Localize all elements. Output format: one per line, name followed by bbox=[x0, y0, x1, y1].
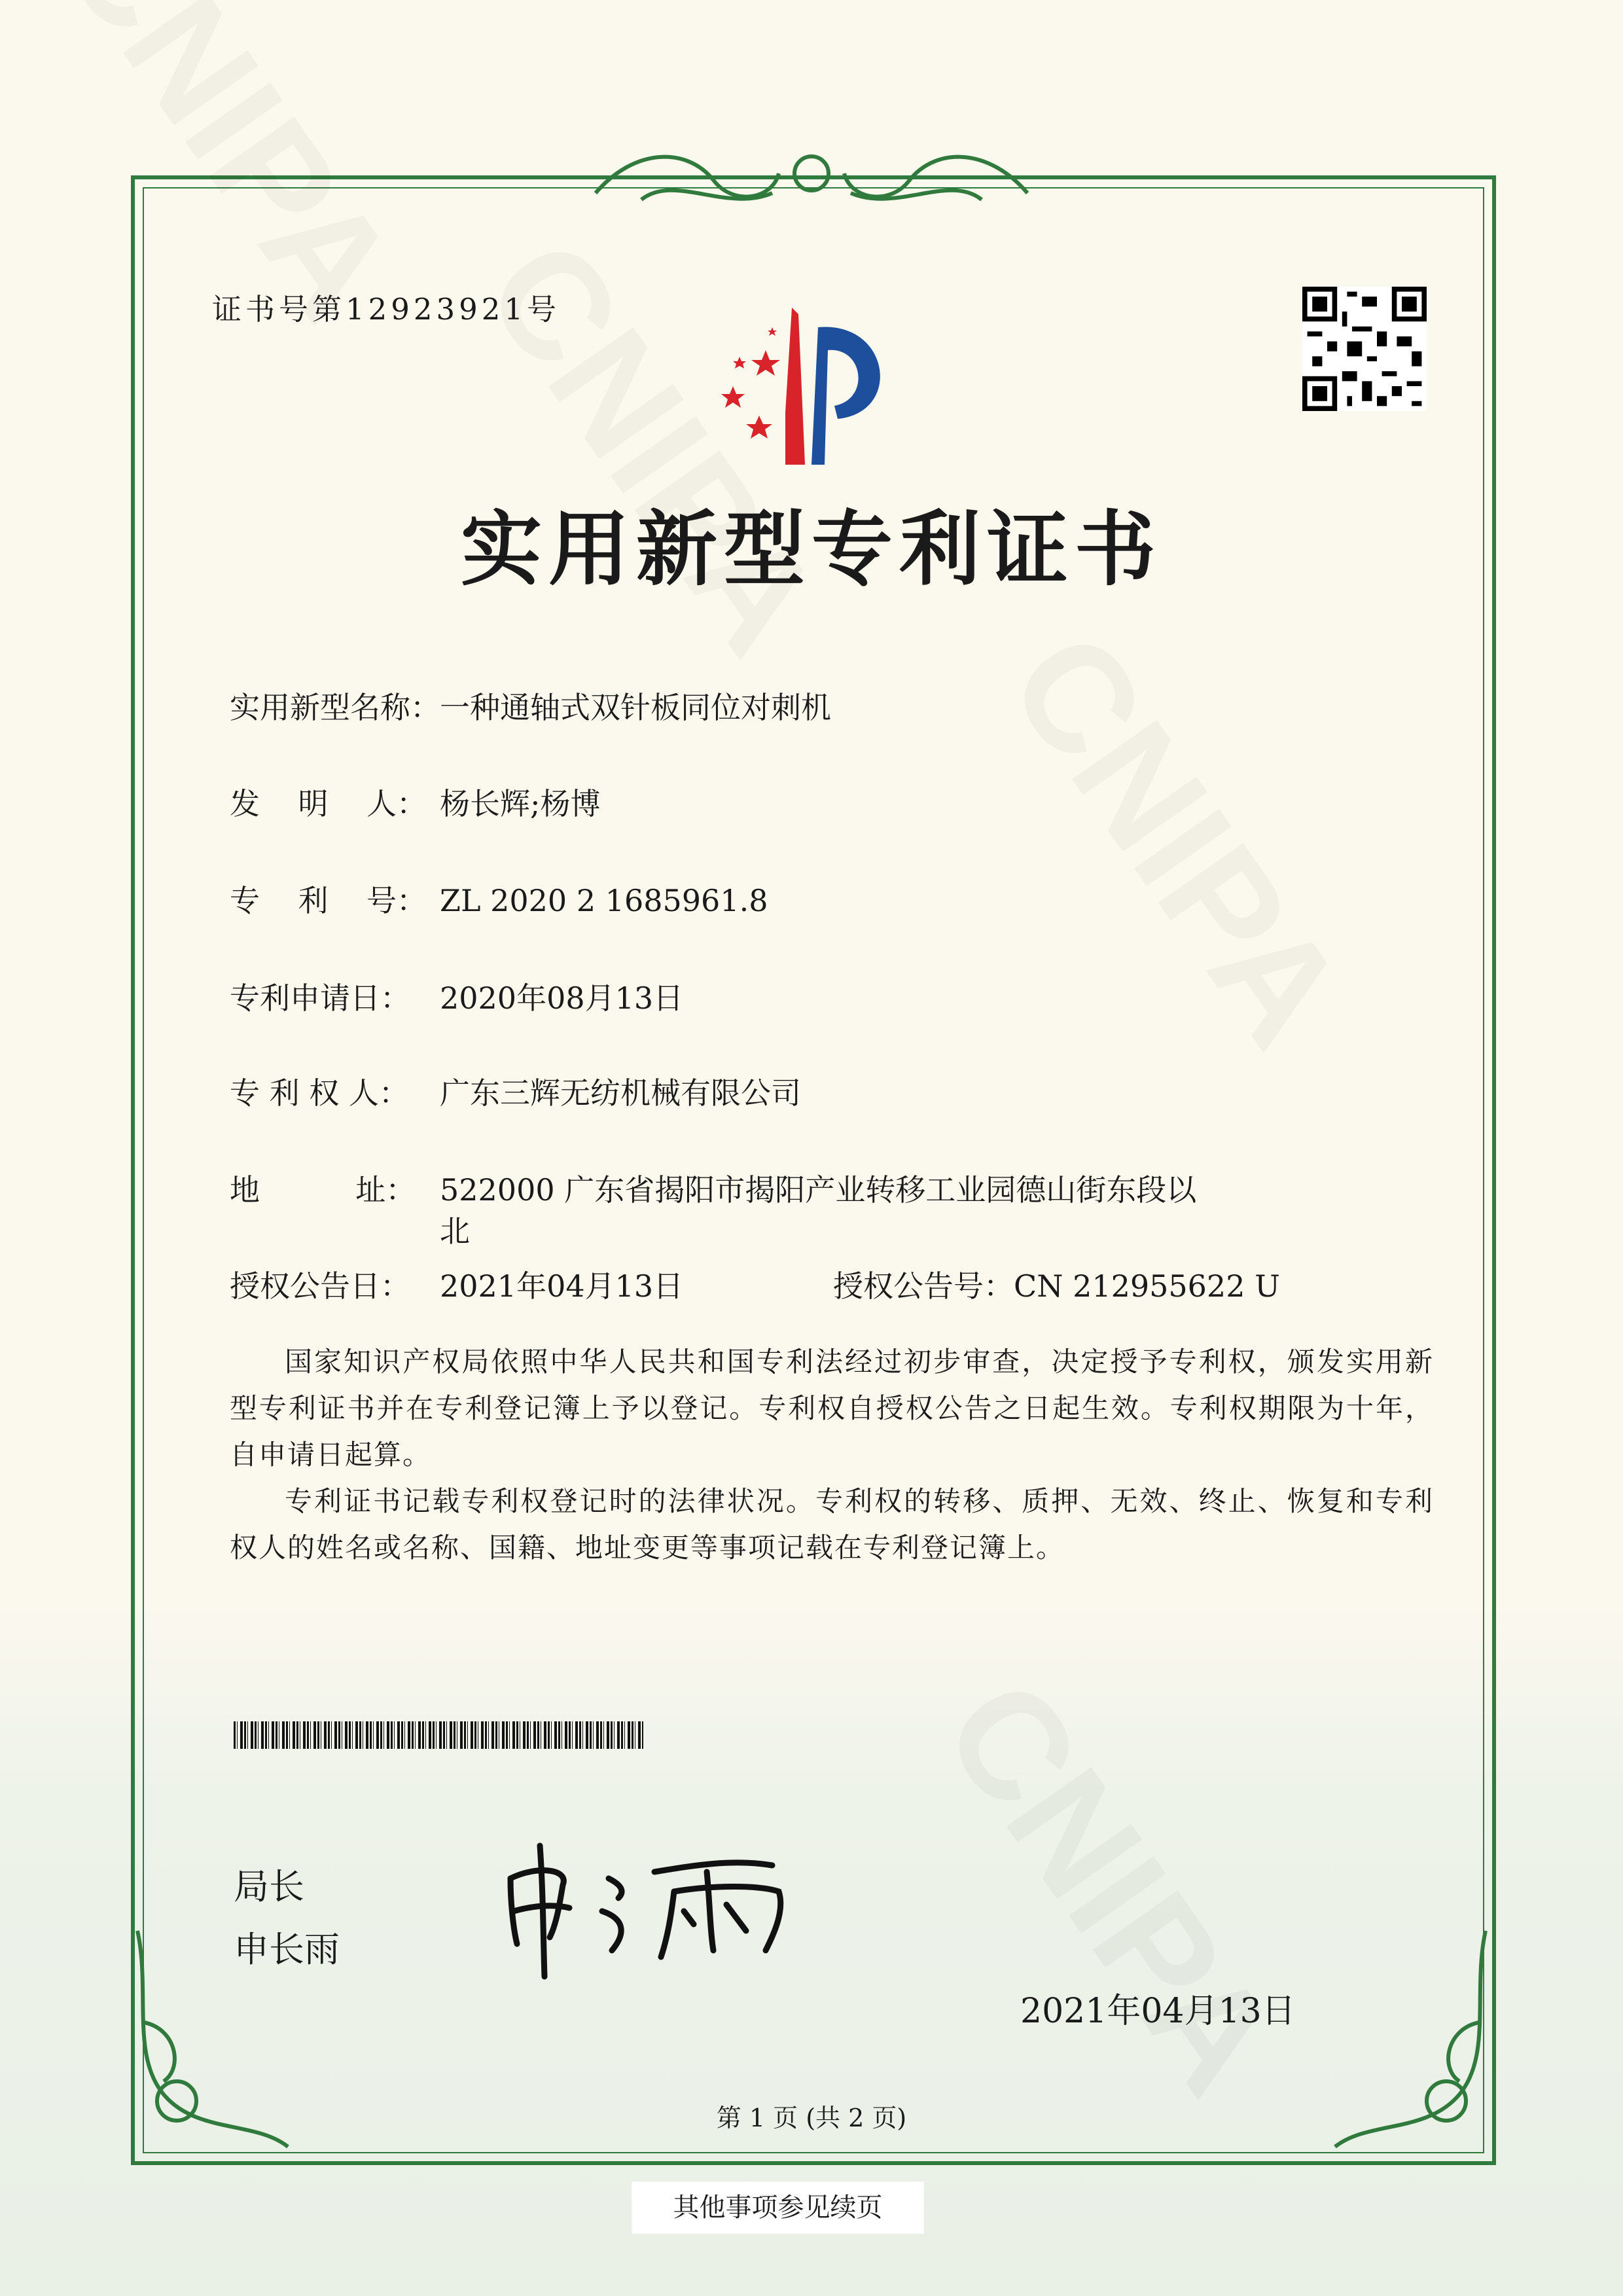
cnipa-logo bbox=[694, 288, 936, 471]
field-utility-model-name bbox=[230, 684, 831, 727]
top-ornament bbox=[582, 134, 1041, 219]
field-label: 专 利 权 人： bbox=[230, 1075, 409, 1111]
field-inventor bbox=[230, 780, 601, 823]
field-patentee bbox=[230, 1069, 801, 1113]
certificate-title: 实用新型专利证书 bbox=[460, 502, 1162, 597]
certificate-body bbox=[230, 1338, 1434, 1571]
director-name: 申长雨 bbox=[234, 1929, 340, 1970]
field-address-continued: 北 bbox=[440, 1213, 470, 1249]
field-address bbox=[230, 1166, 1196, 1210]
field-label: 专 利 号： bbox=[230, 883, 427, 918]
qr-code bbox=[1302, 287, 1427, 411]
field-value: CN 212955622 U bbox=[1014, 1268, 1280, 1304]
field-label: 实用新型名称： bbox=[230, 690, 440, 725]
field-label: 发 明 人： bbox=[230, 786, 427, 821]
field-label: 授权公告日： bbox=[230, 1268, 410, 1304]
field-label: 专利申请日： bbox=[230, 980, 410, 1016]
field-patent-number bbox=[230, 877, 768, 920]
field-value: 一种通轴式双针板同位对刺机 bbox=[440, 690, 831, 725]
body-paragraph: 国家知识产权局依照中华人民共和国专利法经过初步审查，决定授予专利权，颁发实用新型专利证书并在专利登记簿上予以登记。专利权自授权公告之日起生效。专利权期限为十年，自申请日起算。 bbox=[230, 1346, 1434, 1471]
field-value: 广东三辉无纺机械有限公司 bbox=[440, 1075, 801, 1111]
continued-note: 其他事项参见续页 bbox=[632, 2181, 924, 2234]
field-application-date bbox=[230, 975, 683, 1018]
certificate-number: 证书号第12923921号 bbox=[212, 292, 561, 327]
field-value: 522000 广东省揭阳市揭阳产业转移工业园德山街东段以 bbox=[440, 1172, 1197, 1208]
barcode bbox=[234, 1721, 643, 1749]
field-value: 2020年08月13日 bbox=[440, 980, 684, 1016]
page-number: 第 1 页 (共 2 页) bbox=[716, 2104, 907, 2132]
field-value: 2021年04月13日 bbox=[440, 1268, 684, 1304]
body-paragraph: 专利证书记载专利权登记时的法律状况。专利权的转移、质押、无效、终止、恢复和专利权人的姓名或名称、国籍、地址变更等事项记载在专利登记簿上。 bbox=[230, 1485, 1434, 1564]
field-value: ZL 2020 2 1685961.8 bbox=[440, 883, 768, 918]
issue-date: 2021年04月13日 bbox=[1020, 1992, 1296, 2031]
field-value: 杨长辉;杨博 bbox=[440, 786, 601, 821]
field-grant-date bbox=[230, 1263, 683, 1306]
field-publication-number bbox=[833, 1263, 1280, 1306]
field-label: 地 址： bbox=[230, 1172, 416, 1208]
field-label: 授权公告号： bbox=[833, 1268, 1014, 1304]
director-title: 局长 bbox=[234, 1866, 304, 1907]
director-signature bbox=[497, 1833, 838, 1983]
